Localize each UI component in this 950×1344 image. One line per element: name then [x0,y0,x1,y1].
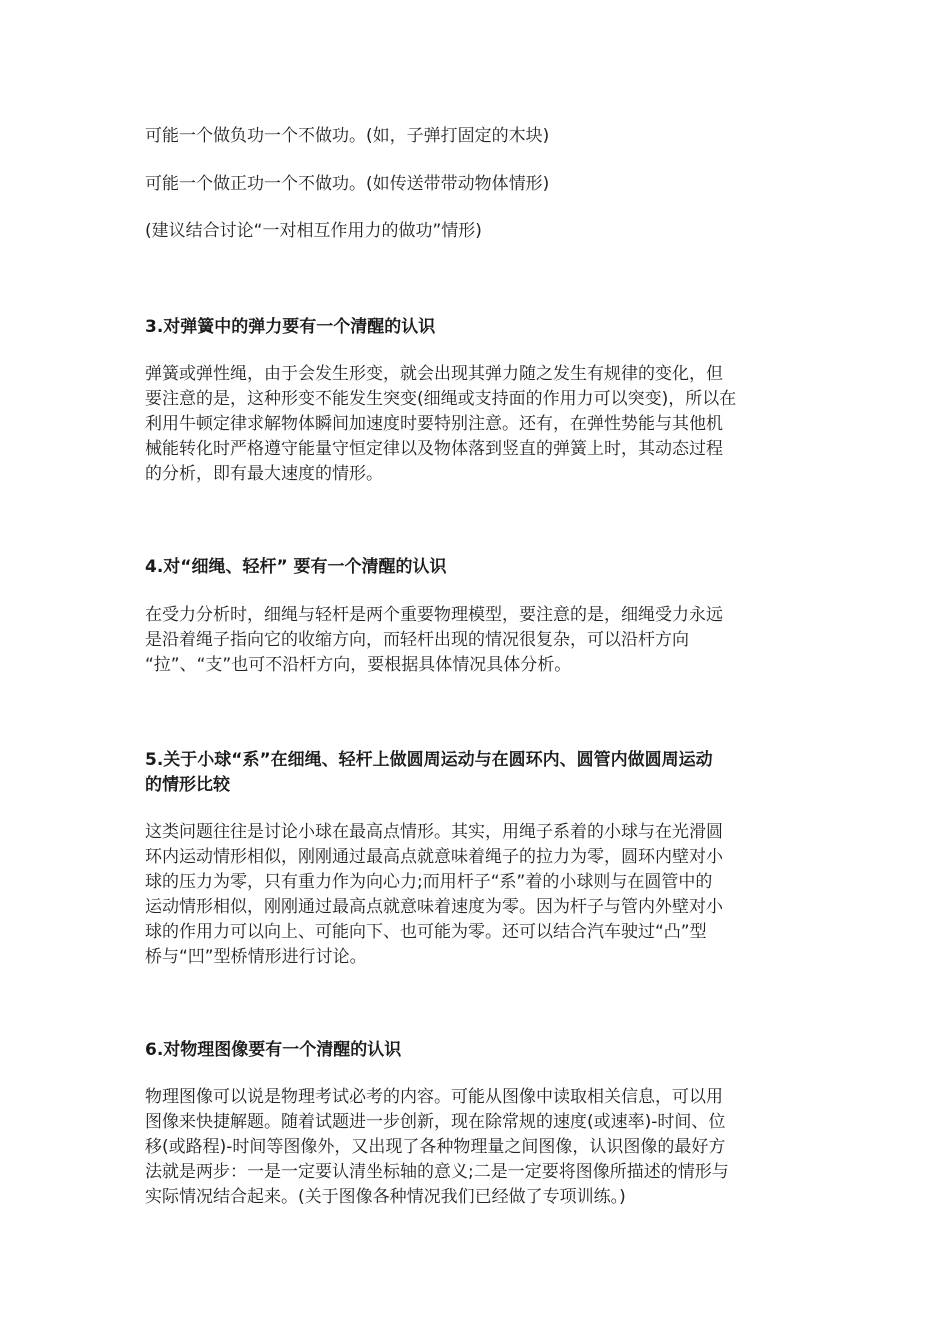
section-5-body [145,820,810,970]
section-4-body [145,603,810,678]
section-3-heading-line: 3.对弹簧中的弹力要有一个清醒的认识 [145,317,436,337]
section-3-body [145,362,810,487]
section-5-heading [145,748,810,798]
section-6-body [145,1085,810,1210]
section-3-body-line: 弹簧或弹性绳，由于会发生形变，就会出现其弹力随之发生有规律的变化，但 [145,364,723,384]
section-5-body-line: 运动情形相似，刚刚通过最高点就意味着速度为零。因为杆子与管内外壁对小 [145,897,723,917]
section-6-body-line: 图像来快捷解题。随着试题进一步创新，现在除常规的速度(或速率)-时间、位 [145,1112,726,1132]
section-5-body-line: 环内运动情形相似，刚刚通过最高点就意味着绳子的拉力为零，圆环内壁对小 [145,847,723,867]
intro-paragraph-3: (建议结合讨论“一对相互作用力的做功”情形) [145,221,482,241]
section-6-body-line: 法就是两步：一是一定要认清坐标轴的意义;二是一定要将图像所描述的情形与 [145,1162,729,1182]
intro-paragraph-1: 可能一个做负功一个不做功。(如，子弹打固定的木块) [145,126,550,146]
section-4-heading-line: 4.对“细绳、轻杆” 要有一个清醒的认识 [145,557,447,577]
section-5-heading-line: 的情形比较 [145,775,230,795]
section-6-body-line: 物理图像可以说是物理考试必考的内容。可能从图像中读取相关信息，可以用 [145,1087,723,1107]
section-4-heading [145,555,810,580]
section-6-body-line: 实际情况结合起来。(关于图像各种情况我们已经做了专项训练。) [145,1187,626,1207]
section-6-heading-line: 6.对物理图像要有一个清醒的认识 [145,1040,402,1060]
section-5-body-line: 球的作用力可以向上、可能向下、也可能为零。还可以结合汽车驶过“凸”型 [145,922,707,942]
section-5-body-line: 桥与“凹”型桥情形进行讨论。 [145,947,367,967]
section-5-body-line: 这类问题往往是讨论小球在最高点情形。其实，用绳子系着的小球与在光滑圆 [145,822,723,842]
section-4-body-line: 是沿着绳子指向它的收缩方向，而轻杆出现的情况很复杂，可以沿杆方向 [145,630,689,650]
section-3-heading [145,315,810,340]
section-3-body-line: 要注意的是，这种形变不能发生突变(细绳或支持面的作用力可以突变)，所以在 [145,389,737,409]
section-6-heading [145,1038,810,1063]
section-6-body-line: 移(或路程)-时间等图像外，又出现了各种物理量之间图像，认识图像的最好方 [145,1137,726,1157]
section-3-body-line: 利用牛顿定律求解物体瞬间加速度时要特别注意。还有，在弹性势能与其他机 [145,414,723,434]
section-5-heading-line: 5.关于小球“系”在细绳、轻杆上做圆周运动与在圆环内、圆管内做圆周运动 [145,750,713,770]
section-3-body-line: 械能转化时严格遵守能量守恒定律以及物体落到竖直的弹簧上时，其动态过程 [145,439,723,459]
section-4-body-line: “拉”、“支”也可不沿杆方向，要根据具体情况具体分析。 [145,655,572,675]
section-5-body-line: 球的压力为零，只有重力作为向心力;而用杆子“系”着的小球则与在圆管中的 [145,872,713,892]
intro-paragraph-2: 可能一个做正功一个不做功。(如传送带带动物体情形) [145,174,550,194]
section-4-body-line: 在受力分析时，细绳与轻杆是两个重要物理模型，要注意的是，细绳受力永远 [145,605,723,625]
section-3-body-line: 的分析，即有最大速度的情形。 [145,464,383,484]
